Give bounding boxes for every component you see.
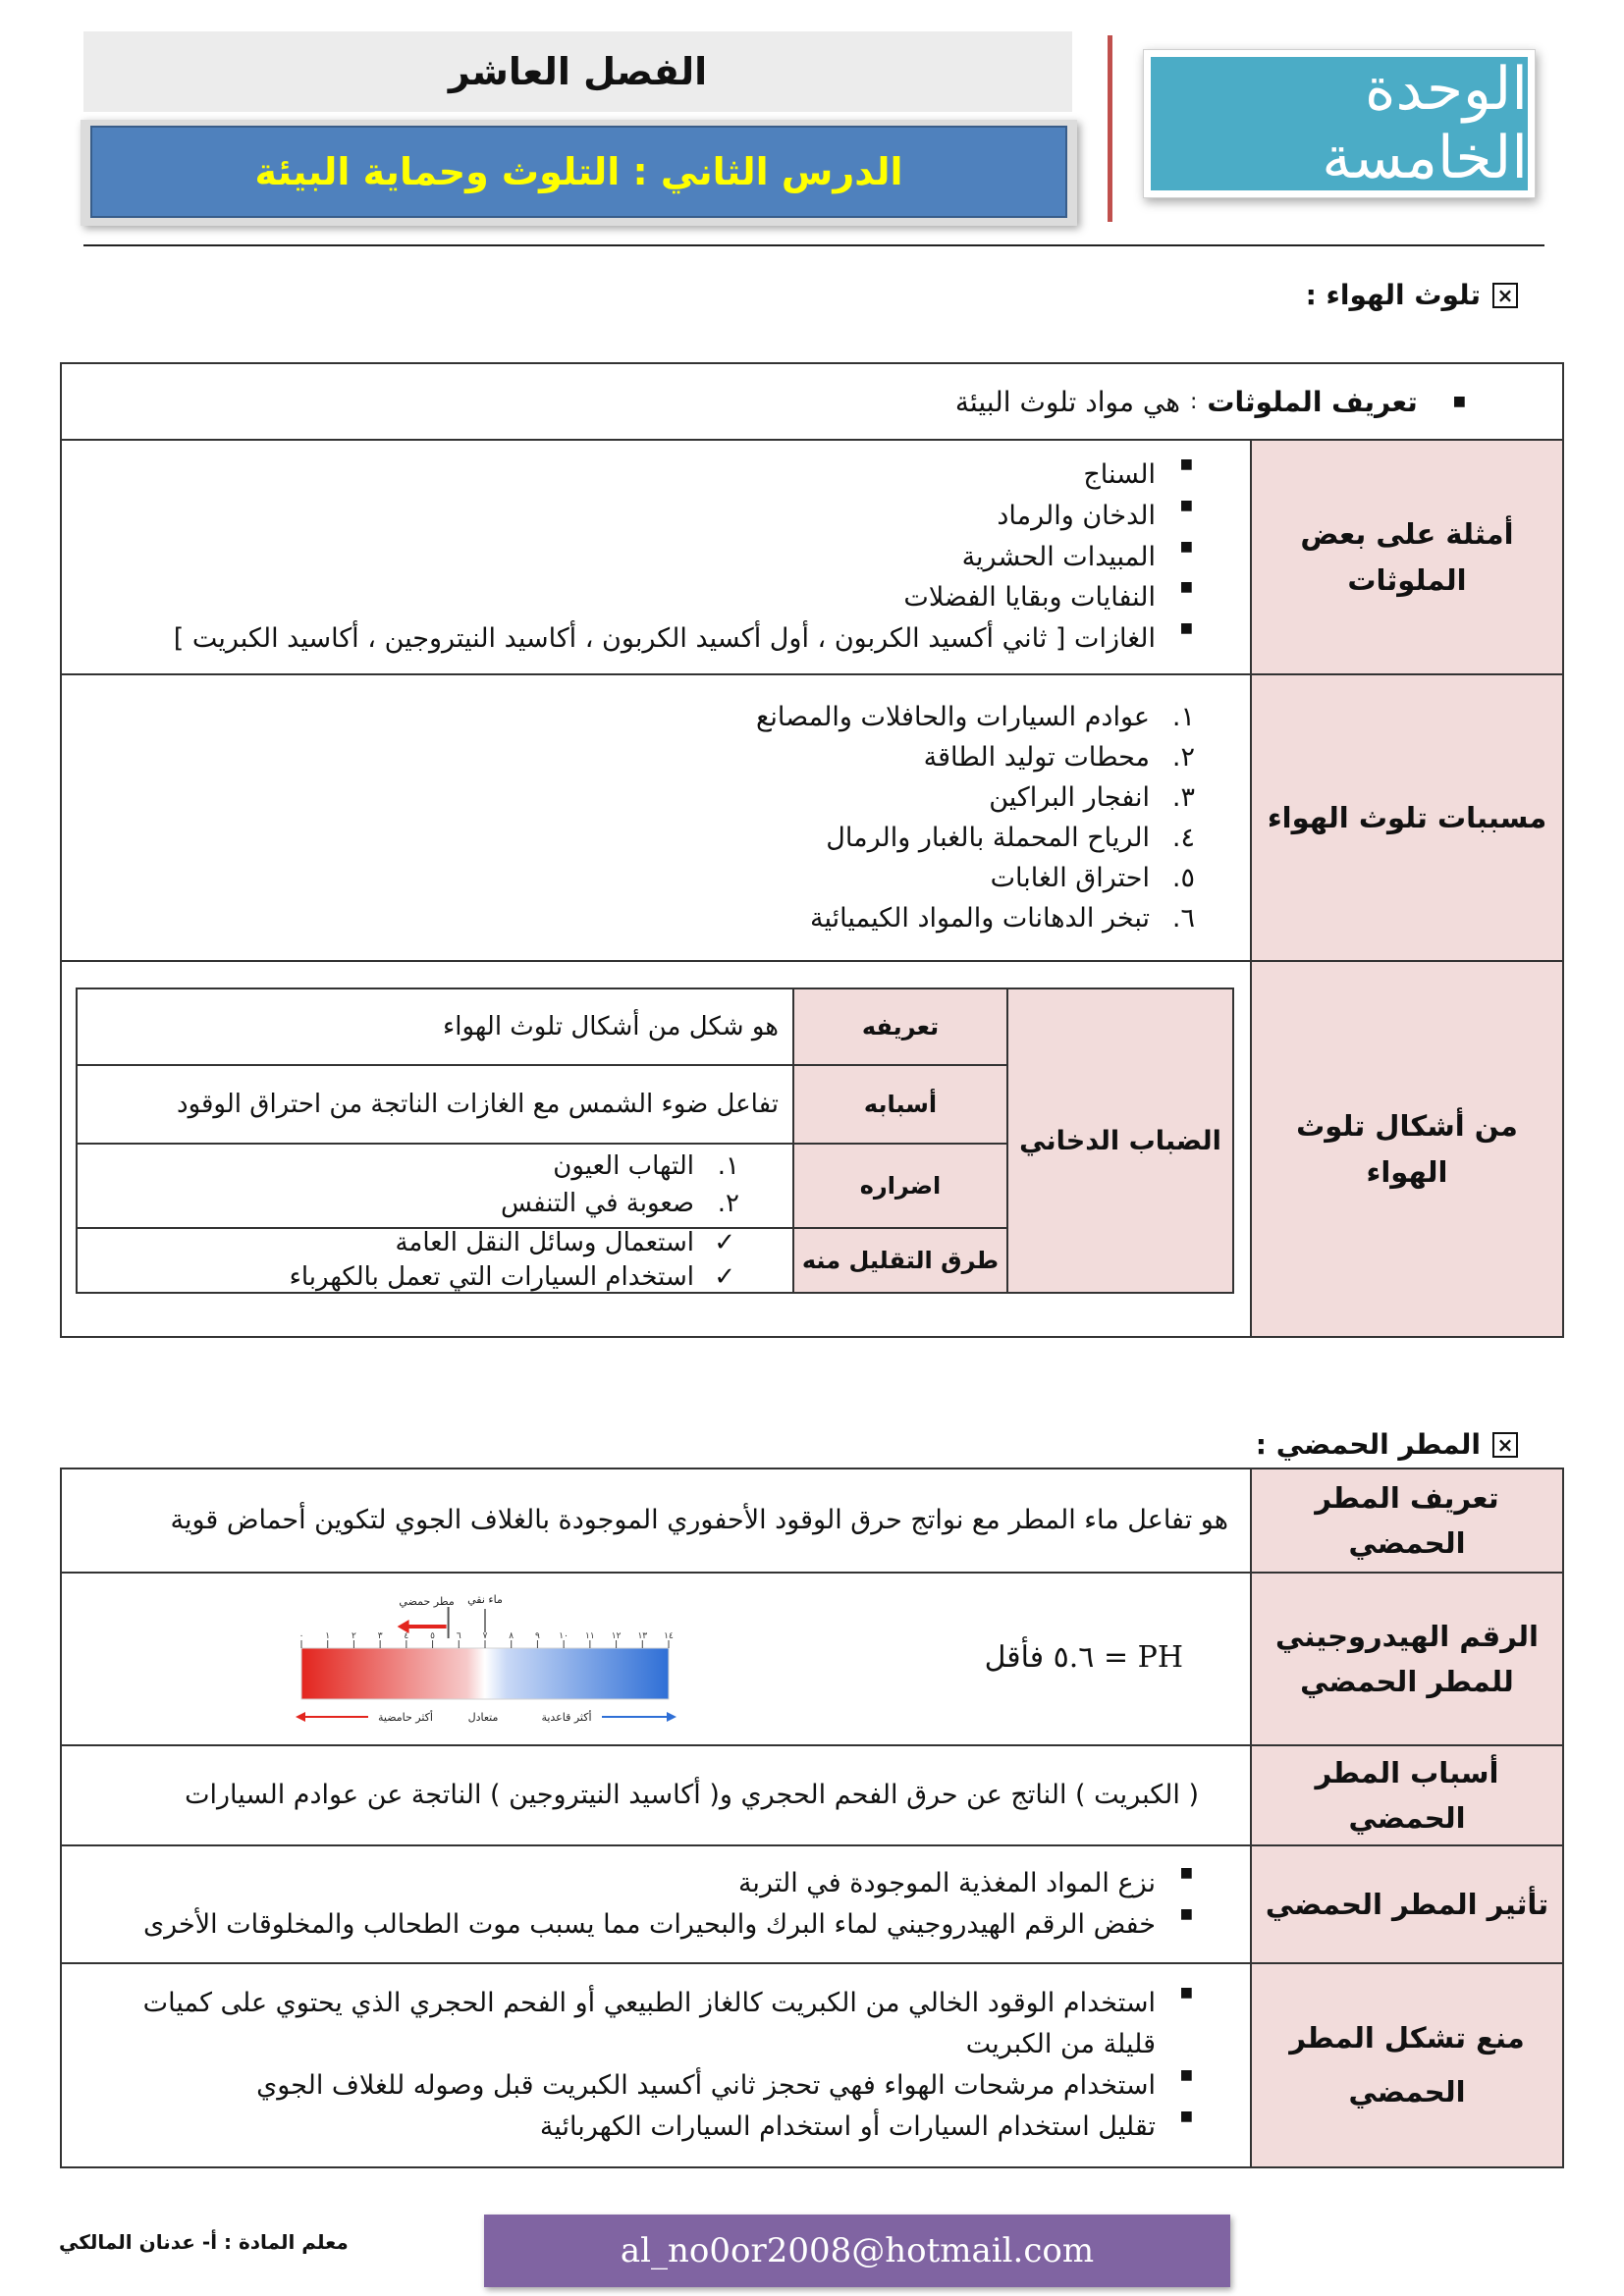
ph-tick-label: ٢ [352, 1631, 356, 1641]
ph-content-cell [60, 1572, 1252, 1746]
more-acidic-arrow-head [296, 1712, 305, 1722]
smog-definition-label-cell [792, 988, 1008, 1066]
list-item: ■ استخدام مرشحات الهواء فهي تحجز ثاني أكسيد الكبريت قبل وصوله للغلاف الجوي [103, 2065, 1195, 2107]
item-number: ٤. [1171, 823, 1195, 853]
examples-label: أمثلة على بعض الملوثات [1300, 517, 1514, 597]
acid-effects-label: تأثير المطر الحمضي [1265, 1887, 1549, 1921]
list-item [83, 818, 1195, 858]
acid-definition-label: تعريف المطر الحمضي [1315, 1480, 1499, 1560]
acid-definition-text: هو تفاعل ماء المطر مع نواتج حرق الوقود الأحفوري الموجودة بالغلاف الجوي لتكوين أحماض قوية [170, 1505, 1228, 1536]
ph-tick-label: ١٢ [611, 1631, 622, 1641]
smog-reduce-list [91, 1226, 779, 1295]
smog-name-cell [1006, 988, 1234, 1294]
smog-causes-label-cell [792, 1064, 1008, 1145]
ph-value: PH = ٥.٦ فأقل [984, 1640, 1183, 1675]
ph-tick-label: ٥ [430, 1631, 435, 1641]
acid-causes-text: ( الكبريت ) الناتج عن حرق الفحم الحجري و( أكاسيد النيتروجين ) الناتجة عن عوادم السيارات [185, 1780, 1199, 1811]
smog-reduce-cell [76, 1227, 794, 1294]
acid-prevention-cell [60, 1962, 1252, 2168]
checkbox-icon: × [1492, 1432, 1518, 1458]
item-number: ٢. [1171, 741, 1195, 773]
item-number: ٢. [717, 1189, 739, 1218]
chapter-title [83, 31, 1072, 112]
item-text: محطات توليد الطاقة [923, 741, 1150, 773]
ph-tick-label: ٠ [298, 1631, 304, 1641]
pollutants-definition-text: هي مواد تلوث البيئة [954, 385, 1180, 418]
forms-content-cell [60, 960, 1252, 1338]
bullet-icon: ■ [1452, 394, 1466, 409]
chapter-title-text: الفصل العاشر [448, 50, 708, 93]
unit-title [1151, 57, 1528, 190]
acid-causes-label: أسباب المطر الحمضي [1315, 1755, 1499, 1835]
list-item [83, 858, 1195, 898]
ph-label-cell [1250, 1572, 1564, 1746]
ph-scale-graphic [290, 1587, 682, 1735]
list-item: ■ نزع المواد المغذية الموجودة في التربة [83, 1863, 1195, 1904]
acid-prevention-label-line1: منع تشكل المطر [1289, 2020, 1525, 2055]
acid-prevention-list [83, 1983, 1228, 2147]
causes-label-cell [1250, 673, 1564, 962]
lesson-title-text: الدرس الثاني : التلوث وحماية البيئة [254, 150, 903, 193]
pollutants-definition-row [60, 362, 1564, 441]
list-item: ■ السناج [83, 454, 1195, 496]
smog-reduce-label-cell [792, 1227, 1008, 1294]
acid-rain-heading-text: المطر الحمضي : [1255, 1428, 1481, 1461]
unit-title-text: الوحدة الخامسة [1322, 55, 1528, 192]
list-item: ■ خفض الرقم الهيدروجيني لماء البرك والبحيرات مما يسبب موت الطحالب والمخلوقات الأخرى [83, 1904, 1195, 1946]
acid-definition-cell [60, 1468, 1252, 1574]
ph-tick-label: ١٣ [637, 1631, 648, 1641]
ph-tick-label: ٧ [482, 1631, 488, 1641]
causes-content-cell [60, 673, 1252, 962]
acid-causes-label-cell [1250, 1744, 1564, 1846]
item-text: التهاب العيون [553, 1151, 694, 1182]
more-acidic-label: أكثر حامضية [378, 1711, 433, 1724]
ph-tick-label: ١ [325, 1631, 331, 1641]
item-number: ٣. [1171, 781, 1195, 813]
examples-label-cell [1250, 439, 1564, 675]
smog-definition-label: تعريفه [861, 1013, 940, 1041]
ph-label-line1: الرقم الهيدروجيني [1275, 1619, 1539, 1653]
examples-content-cell [60, 439, 1252, 675]
list-item: ■ استخدام الوقود الخالي من الكبريت كالغاز الطبيعي أو الفحم الحجري الذي يحتوي على كميات قليلة من الكبريت [103, 1983, 1195, 2065]
ph-tick-label: ٦ [456, 1631, 461, 1641]
ph-gradient-bar [301, 1648, 669, 1699]
teacher-credit: معلم المادة : أ- عدنان المالكي [59, 2230, 349, 2254]
acid-causes-cell [60, 1744, 1252, 1846]
list-item [91, 1186, 739, 1223]
smog-reduce-label: طرق التقليل منه [801, 1247, 1000, 1274]
ph-tick-label: ٤ [404, 1631, 409, 1641]
ph-tick-label: ٩ [535, 1631, 540, 1641]
list-item [91, 1148, 739, 1186]
list-item [83, 777, 1195, 818]
ph-tick-label: ١٤ [664, 1631, 674, 1641]
more-basic-arrow-head [667, 1712, 677, 1722]
list-item [83, 737, 1195, 777]
item-number: ٦. [1171, 903, 1195, 934]
ph-tick-label: ٨ [509, 1631, 514, 1641]
checkbox-icon: × [1492, 283, 1518, 308]
list-item: ■ الدخان والرماد [83, 496, 1195, 537]
list-item: ✓ استعمال وسائل النقل العامة [91, 1226, 739, 1260]
acid-rain-scale-label: مطر حمضي [399, 1595, 455, 1608]
forms-label: من أشكال تلوث الهواء [1296, 1109, 1518, 1189]
item-text: صعوبة في التنفس [501, 1189, 694, 1218]
email-text[interactable]: al_no0or2008@hotmail.com [620, 2231, 1095, 2270]
acid-prevention-label-cell [1250, 1962, 1564, 2168]
acid-effects-cell [60, 1844, 1252, 1964]
causes-label: مسببات تلوث الهواء [1267, 800, 1547, 834]
colon-separator: : [1189, 389, 1198, 414]
email-banner[interactable] [484, 2215, 1230, 2287]
header-rule [83, 244, 1544, 246]
smog-causes-cell [76, 1064, 794, 1145]
smog-causes-text: تفاعل ضوء الشمس مع الغازات الناتجة من احتراق الوقود [176, 1089, 779, 1119]
smog-definition-text: هو شكل من أشكال تلوث الهواء [443, 1011, 779, 1041]
smog-name: الضباب الدخاني [1019, 1125, 1221, 1156]
ph-ticks [299, 1631, 674, 1648]
acid-prevention-label-line2: الحمضي [1348, 2075, 1466, 2109]
smog-harms-list [91, 1148, 779, 1222]
item-text: احتراق الغابات [990, 863, 1150, 894]
air-pollution-heading [1306, 279, 1518, 311]
pollutants-definition-label: تعريف الملوثات [1207, 385, 1418, 418]
ph-tick-label: ١١ [585, 1631, 595, 1641]
ph-tick-label: ١٠ [559, 1631, 568, 1641]
ph-label-line2: للمطر الحمضي [1300, 1665, 1514, 1698]
forms-label-cell [1250, 960, 1564, 1338]
smog-harms-cell [76, 1143, 794, 1229]
pure-water-scale-label: ماء نقي [467, 1593, 503, 1606]
list-item [83, 898, 1195, 938]
header-divider [1108, 35, 1112, 222]
list-item: ■ الغازات [ ثاني أكسيد الكربون ، أول أكسيد الكربون ، أكاسيد النيتروجين ، أكاسيد الكبريت ] [83, 618, 1195, 660]
acid-effects-list [83, 1863, 1228, 1946]
list-item: ■ تقليل استخدام السيارات أو استخدام السيارات الكهربائية [103, 2107, 1195, 2148]
item-text: الرياح المحملة بالغبار والرمال [826, 823, 1150, 853]
examples-list [83, 454, 1228, 660]
lesson-title [90, 126, 1067, 218]
item-text: انفجار البراكين [989, 781, 1150, 813]
more-basic-label: أكثر قاعدية [541, 1711, 592, 1724]
smog-harms-label: اضراره [859, 1172, 942, 1200]
smog-harms-label-cell [792, 1143, 1008, 1229]
list-item: ✓ استخدام السيارات التي تعمل بالكهرباء [91, 1260, 739, 1295]
acid-definition-label-cell [1250, 1468, 1564, 1574]
item-text: تبخر الدهانات والمواد الكيميائية [809, 903, 1150, 934]
air-pollution-heading-text: تلوث الهواء : [1305, 279, 1481, 311]
item-number: ١. [1171, 701, 1195, 732]
list-item [83, 697, 1195, 737]
ph-tick-label: ٣ [377, 1631, 383, 1641]
smog-causes-label: أسبابه [863, 1091, 938, 1118]
acid-rain-heading [1256, 1428, 1518, 1461]
smog-definition-cell [76, 988, 794, 1066]
causes-list [83, 697, 1228, 938]
list-item: ■ النفايات وبقايا الفضلات [83, 577, 1195, 618]
item-number: ١. [717, 1151, 739, 1182]
item-number: ٥. [1171, 863, 1195, 894]
list-item: ■ المبيدات الحشرية [83, 537, 1195, 578]
acid-effects-label-cell [1250, 1844, 1564, 1964]
neutral-label: متعادل [467, 1711, 499, 1724]
item-text: عوادم السيارات والحافلات والمصانع [756, 701, 1150, 732]
